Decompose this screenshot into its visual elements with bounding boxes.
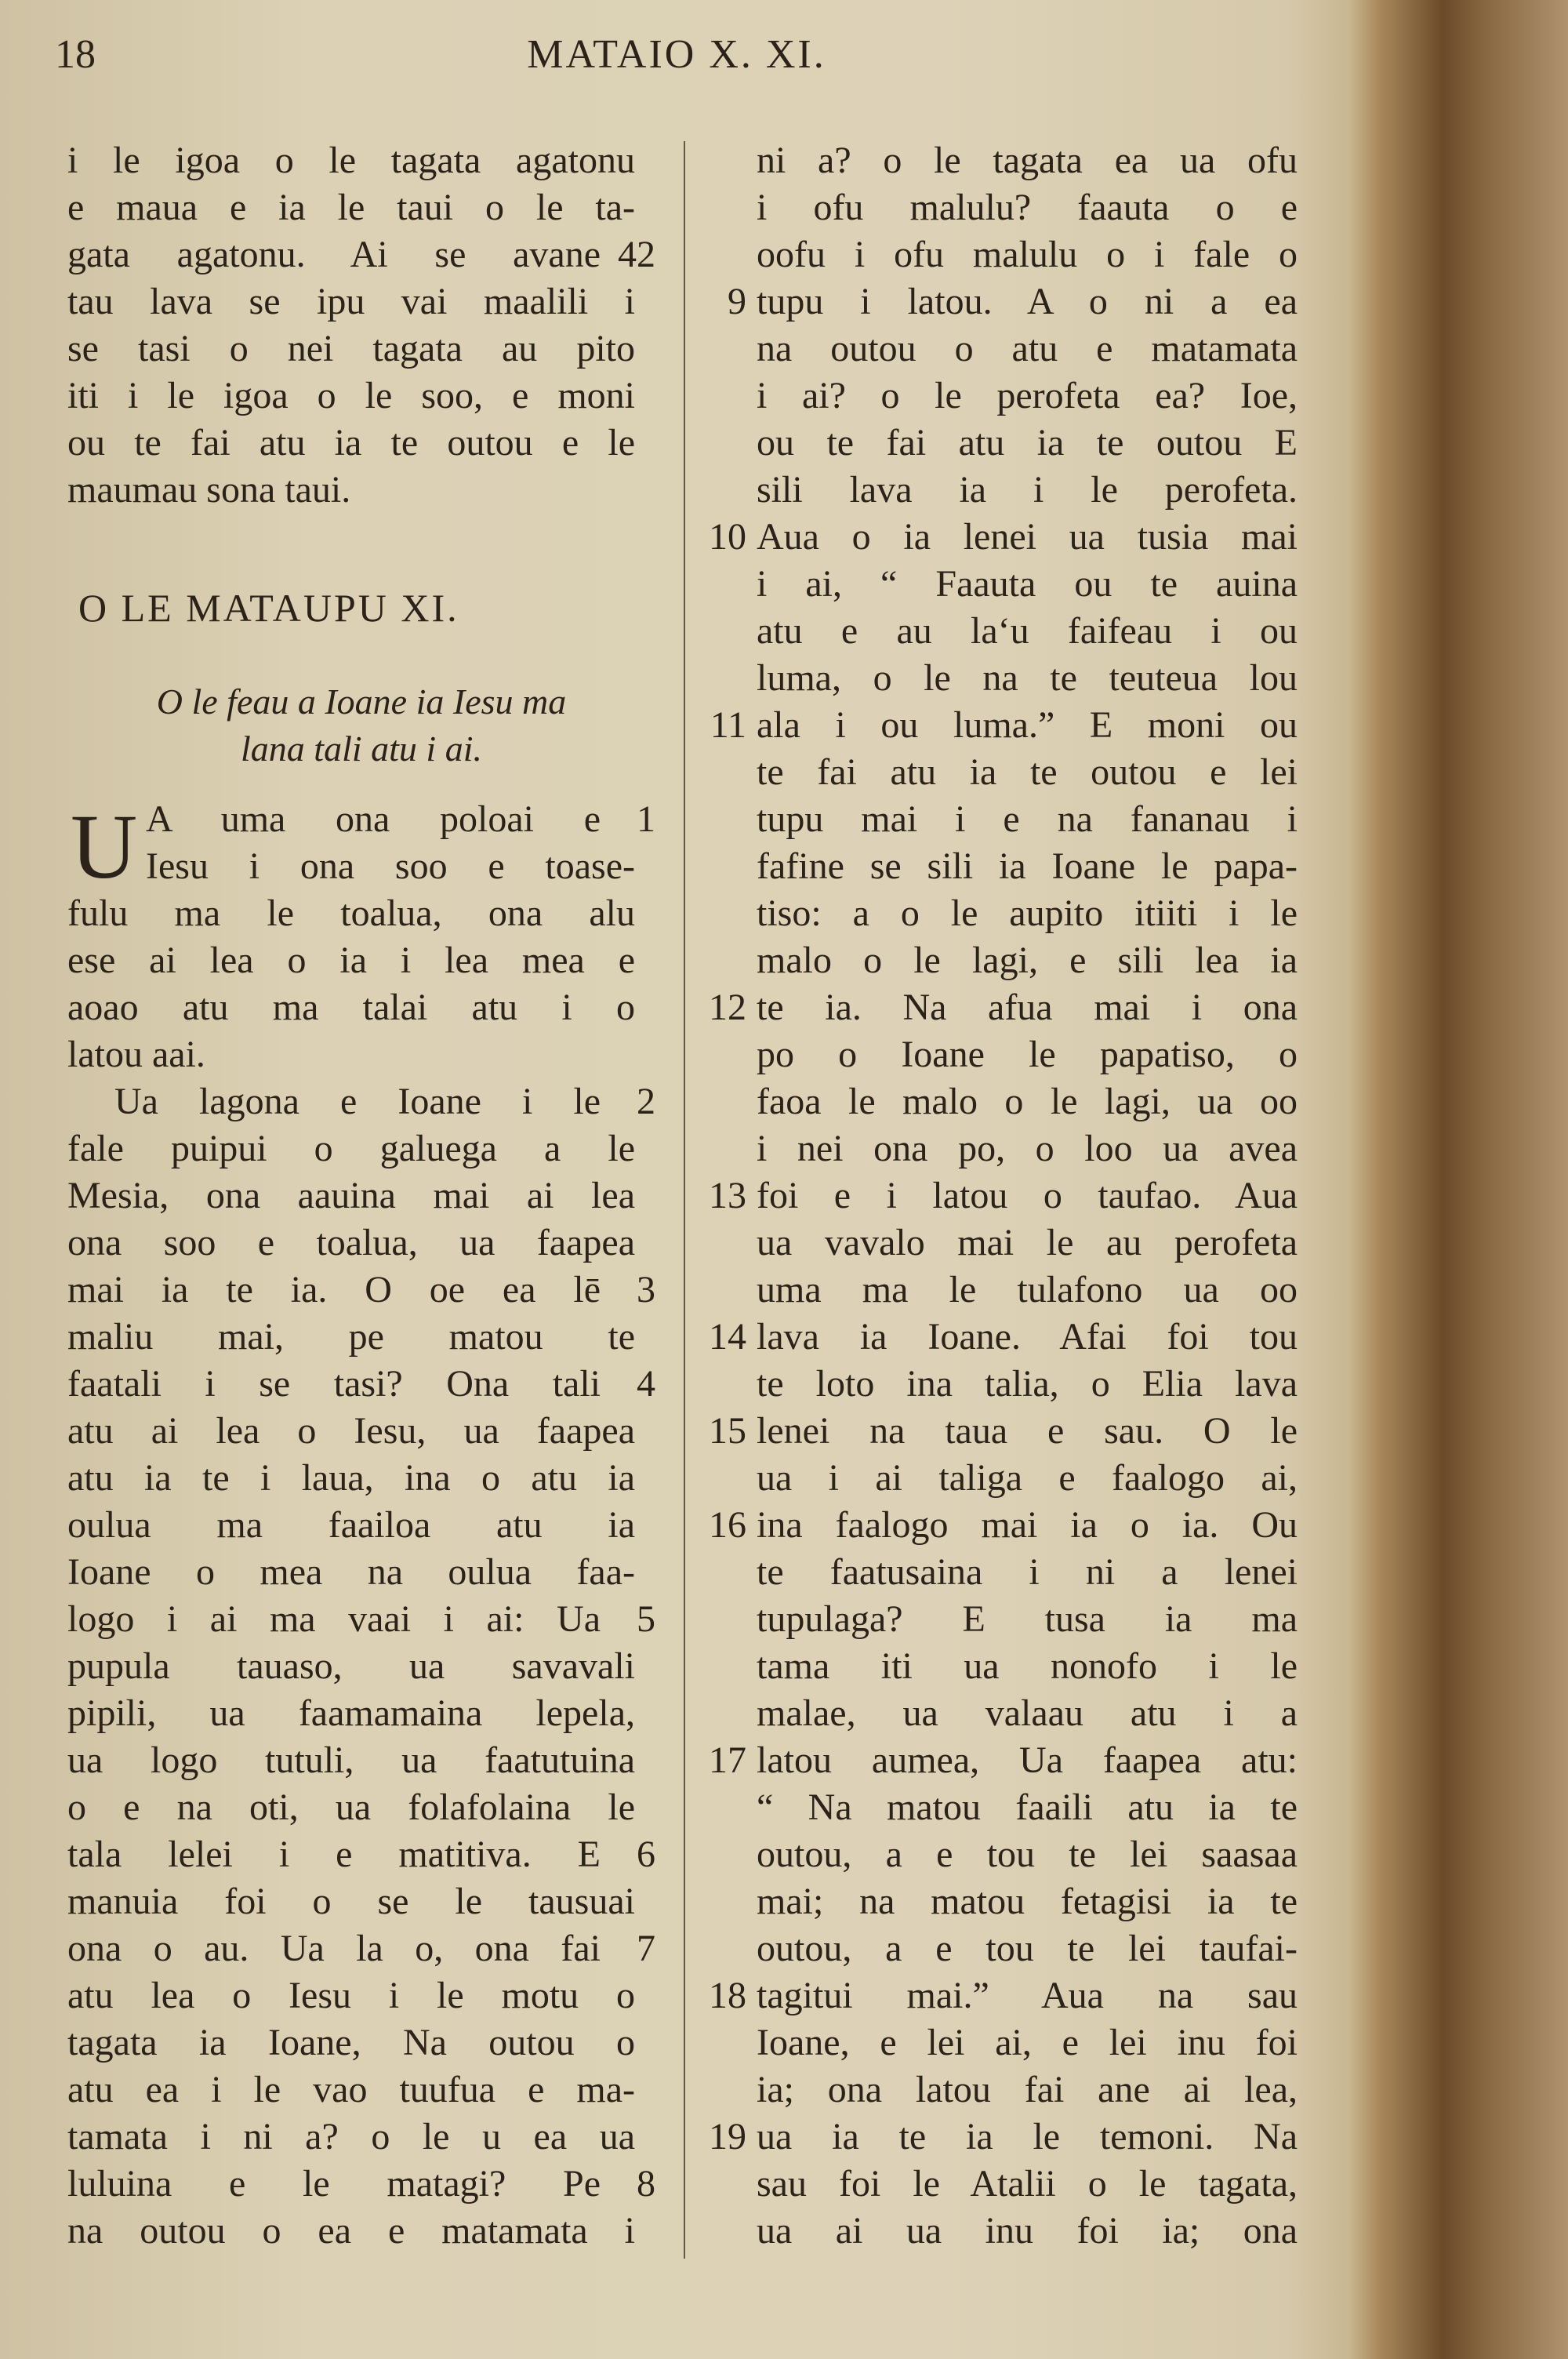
- text-line: [698, 2161, 1298, 2208]
- text-line: [698, 1172, 1298, 1219]
- verse-number: [698, 1831, 746, 1878]
- text-line: [67, 137, 655, 184]
- left-column: [67, 137, 655, 2255]
- line-text: malae, ua valaau atu i a: [757, 1692, 1298, 1734]
- text-line: [698, 1596, 1298, 1643]
- line-text: “ Na matou faaili atu ia te: [757, 1787, 1298, 1828]
- right-column: [698, 137, 1298, 2255]
- verse-number: [698, 1878, 746, 1925]
- line-text: sili lava ia i le perofeta.: [757, 469, 1298, 511]
- line-text: tagitui mai.” Aua na sau: [757, 1975, 1298, 2016]
- verse-number: 19: [709, 2116, 746, 2157]
- line-text: Ua lagona e Ioane i le: [114, 1081, 601, 1122]
- line-text: outou, a e tou te lei saasaa: [757, 1834, 1298, 1875]
- text-line: [698, 561, 1298, 608]
- verse-number: [698, 561, 746, 608]
- line-text: te loto ina talia, o Elia lava: [757, 1363, 1298, 1405]
- text-line: [67, 420, 655, 467]
- line-text: ala i ou luma.” E moni ou: [757, 704, 1298, 746]
- line-text: maumau sona taui.: [67, 469, 351, 511]
- verse-number: [698, 1031, 746, 1078]
- line-text: tala lelei i e matitiva. E: [67, 1834, 601, 1875]
- line-text: lenei na taua e sau. O le: [757, 1410, 1298, 1452]
- verse-number: 1: [637, 798, 655, 840]
- verse-number: [698, 2208, 746, 2255]
- verse-number: [698, 1596, 746, 1643]
- text-line: [698, 1408, 1298, 1455]
- verse-number: [698, 1078, 746, 1125]
- verse-number: [698, 325, 746, 373]
- text-line: [698, 796, 1298, 843]
- text-line: [67, 2066, 655, 2114]
- text-line: [698, 1031, 1298, 1078]
- text-line: [698, 937, 1298, 984]
- verse-number: 3: [637, 1269, 655, 1310]
- text-line: [67, 1502, 655, 1549]
- line-text: logo i ai ma vaai i ai: Ua: [67, 1598, 601, 1640]
- text-line: [698, 1925, 1298, 1972]
- line-text: iti i le igoa o le soo, e moni: [67, 375, 635, 416]
- drop-cap: U: [71, 795, 138, 898]
- line-text: i ai, “ Faauta ou te auina: [757, 563, 1298, 605]
- text-line: [67, 1408, 655, 1455]
- line-text: fale puipui o galuega a le: [67, 1128, 635, 1169]
- text-line: [67, 984, 655, 1031]
- line-text: atu lea o Iesu i le motu o: [67, 1975, 635, 2016]
- text-line: [698, 1549, 1298, 1596]
- text-line: [67, 1972, 655, 2019]
- line-text: oofu i ofu malulu o i fale o: [757, 234, 1298, 275]
- text-line: [67, 1125, 655, 1172]
- verse-number: [698, 1925, 746, 1972]
- chapter-summary-line: lana tali atu i ai.: [241, 729, 482, 769]
- line-text: sau foi le Atalii o le tagata,: [757, 2163, 1298, 2205]
- line-text: latou aumea, Ua faapea atu:: [757, 1739, 1298, 1781]
- verse-number: [698, 1690, 746, 1737]
- text-line: [698, 2066, 1298, 2114]
- line-text: tupu i latou. A o ni a ea: [757, 281, 1298, 322]
- line-text: ua vavalo mai le au perofeta: [757, 1222, 1298, 1263]
- line-text: po o Ioane le papatiso, o: [757, 1034, 1298, 1075]
- line-text: uma ma le tulafono ua oo: [757, 1269, 1298, 1310]
- text-line: [67, 231, 655, 278]
- text-line: [698, 1125, 1298, 1172]
- running-head: MATAIO X. XI.: [527, 32, 826, 77]
- text-line: [67, 1549, 655, 1596]
- verse-number: [698, 137, 746, 184]
- text-line: [698, 2208, 1298, 2255]
- text-line: [698, 984, 1298, 1031]
- text-line: [67, 1643, 655, 1690]
- text-line: [67, 1314, 655, 1361]
- text-line: [67, 843, 655, 890]
- verse-number: [698, 1784, 746, 1831]
- line-text: Mesia, ona aauina mai ai lea: [67, 1175, 635, 1216]
- text-line: [67, 1455, 655, 1502]
- text-line: [67, 1361, 655, 1408]
- line-text: aoao atu ma talai atu i o: [67, 987, 635, 1028]
- verse-number: [698, 1361, 746, 1408]
- text-line: [698, 1078, 1298, 1125]
- line-text: atu ia te i laua, ina o atu ia: [67, 1457, 635, 1499]
- line-text: ina faalogo mai ia o ia. Ou: [757, 1504, 1298, 1546]
- text-line: [698, 1690, 1298, 1737]
- text-line: [67, 937, 655, 984]
- verse-number: [698, 420, 746, 467]
- line-text: faatali i se tasi? Ona tali: [67, 1363, 601, 1405]
- line-text: tama iti ua nonofo i le: [757, 1645, 1298, 1687]
- line-text: latou aai.: [67, 1034, 205, 1075]
- chapter-body: [67, 796, 655, 2255]
- text-line: [67, 325, 655, 373]
- line-text: tamata i ni a? o le u ea ua: [67, 2116, 635, 2157]
- text-line: [698, 1737, 1298, 1784]
- text-line: [67, 796, 655, 843]
- verse-number: [698, 1125, 746, 1172]
- line-text: ia; ona latou fai ane ai lea,: [757, 2069, 1298, 2110]
- verse-number: [698, 373, 746, 420]
- text-line: [67, 1784, 655, 1831]
- line-text: tupu mai i e na fananau i: [757, 798, 1298, 840]
- column-divider: [684, 141, 685, 2259]
- line-text: pipili, ua faamamaina lepela,: [67, 1692, 635, 1734]
- text-line: [67, 278, 655, 325]
- line-text: maliu mai, pe matou te: [67, 1316, 635, 1358]
- text-line: [67, 184, 655, 231]
- text-line: [698, 514, 1298, 561]
- verse-number: [698, 231, 746, 278]
- text-line: [698, 420, 1298, 467]
- text-line: [67, 467, 655, 514]
- verse-number: 42: [618, 234, 655, 275]
- verse-number: 12: [709, 987, 746, 1028]
- verse-number: [698, 467, 746, 514]
- text-line: [698, 373, 1298, 420]
- text-line: [698, 1455, 1298, 1502]
- text-line: [67, 373, 655, 420]
- left-top-lines: [67, 137, 655, 514]
- verse-number: 16: [709, 1504, 746, 1546]
- text-line: [698, 1643, 1298, 1690]
- line-text: te fai atu ia te outou e lei: [757, 751, 1298, 793]
- text-line: [698, 137, 1298, 184]
- line-text: atu e au la‘u faifeau i ou: [757, 610, 1298, 652]
- line-text: o e na oti, ua folafolaina le: [67, 1787, 635, 1828]
- line-text: se tasi o nei tagata au pito: [67, 328, 635, 369]
- line-text: Ioane, e lei ai, e lei inu foi: [757, 2022, 1298, 2063]
- verse-number: [698, 796, 746, 843]
- text-line: [698, 702, 1298, 749]
- verse-number: [698, 1455, 746, 1502]
- line-text: luluina e le matagi? Pe: [67, 2163, 601, 2205]
- text-line: [698, 655, 1298, 702]
- text-line: [698, 1219, 1298, 1267]
- verse-number: [698, 184, 746, 231]
- text-line: [698, 1267, 1298, 1314]
- line-text: faoa le malo o le lagi, ua oo: [757, 1081, 1298, 1122]
- line-text: ou te fai atu ia te outou E: [757, 422, 1298, 463]
- left-body-lines: [67, 796, 655, 2255]
- line-text: ese ai lea o ia i lea mea e: [67, 940, 635, 981]
- text-line: [698, 1502, 1298, 1549]
- text-line: [67, 2019, 655, 2066]
- text-line: [698, 1831, 1298, 1878]
- text-line: [67, 1219, 655, 1267]
- line-text: i le igoa o le tagata agatonu: [67, 140, 635, 181]
- line-text: atu ea i le vao tuufua e ma-: [67, 2069, 635, 2110]
- line-text: ua logo tutuli, ua faatutuina: [67, 1739, 635, 1781]
- text-line: [67, 1172, 655, 1219]
- text-line: [698, 184, 1298, 231]
- line-text: Iesu i ona soo e toase-: [146, 845, 635, 887]
- verse-number: [698, 749, 746, 796]
- verse-number: [698, 608, 746, 655]
- line-text: Ioane o mea na oulua faa-: [67, 1551, 635, 1593]
- line-text: oulua ma faailoa atu ia: [67, 1504, 635, 1546]
- text-line: [698, 1784, 1298, 1831]
- verse-number: 2: [637, 1081, 655, 1122]
- verse-number: [698, 1549, 746, 1596]
- verse-number: [698, 2019, 746, 2066]
- line-text: Aua o ia lenei ua tusia mai: [757, 516, 1298, 558]
- page-header: [0, 31, 1348, 86]
- line-text: te faatusaina i ni a lenei: [757, 1551, 1298, 1593]
- line-text: ua ia te ia le temoni. Na: [757, 2116, 1298, 2157]
- text-line: [698, 608, 1298, 655]
- text-line: [67, 1596, 655, 1643]
- verse-number: 6: [637, 1834, 655, 1875]
- verse-number: 4: [637, 1363, 655, 1405]
- text-line: [698, 2019, 1298, 2066]
- text-line: [67, 2161, 655, 2208]
- verse-number: [698, 1219, 746, 1267]
- line-text: tiso: a o le aupito itiiti i le: [757, 892, 1298, 934]
- text-line: [67, 2208, 655, 2255]
- verse-number: 11: [710, 704, 746, 746]
- verse-number: 5: [637, 1598, 655, 1640]
- line-text: ou te fai atu ia te outou e le: [67, 422, 635, 463]
- line-text: luma, o le na te teuteua lou: [757, 657, 1298, 699]
- text-line: [67, 1031, 655, 1078]
- text-line: [67, 1925, 655, 1972]
- text-line: [698, 2114, 1298, 2161]
- text-line: [698, 467, 1298, 514]
- line-text: foi e i latou o taufao. Aua: [757, 1175, 1298, 1216]
- text-line: [67, 1737, 655, 1784]
- right-lines: [698, 137, 1298, 2255]
- line-text: tau lava se ipu vai maalili i: [67, 281, 635, 322]
- text-line: [67, 1690, 655, 1737]
- verse-number: 14: [709, 1316, 746, 1358]
- text-line: [698, 1314, 1298, 1361]
- verse-number: 18: [709, 1975, 746, 2016]
- line-text: atu ai lea o Iesu, ua faapea: [67, 1410, 635, 1452]
- text-line: [67, 1878, 655, 1925]
- verse-number: 13: [709, 1175, 746, 1216]
- line-text: i nei ona po, o loo ua avea: [757, 1128, 1298, 1169]
- line-text: fafine se sili ia Ioane le papa-: [757, 845, 1298, 887]
- chapter-heading: O LE MATAUPU XI.: [78, 586, 459, 630]
- verse-number: 9: [728, 281, 746, 322]
- text-line: [67, 1831, 655, 1878]
- line-text: mai ia te ia. O oe ea lē: [67, 1269, 601, 1310]
- text-line: [698, 749, 1298, 796]
- verse-number: [698, 2066, 746, 2114]
- line-text: e maua e ia le taui o le ta-: [67, 187, 635, 228]
- line-text: i ofu malulu? faauta o e: [757, 187, 1298, 228]
- line-text: ona soo e toalua, ua faapea: [67, 1222, 635, 1263]
- verse-number: [698, 655, 746, 702]
- line-text: lava ia Ioane. Afai foi tou: [757, 1316, 1298, 1358]
- verse-number: 15: [709, 1410, 746, 1452]
- verse-number: [698, 890, 746, 937]
- line-text: fulu ma le toalua, ona alu: [67, 892, 635, 934]
- text-line: [67, 1078, 655, 1125]
- line-text: A uma ona poloai e: [146, 798, 601, 840]
- line-text: manuia foi o se le tausuai: [67, 1881, 635, 1922]
- line-text: na outou o atu e matamata: [757, 328, 1298, 369]
- chapter-summary-line: O le feau a Ioane ia Iesu ma: [156, 682, 567, 722]
- line-text: ua i ai taliga e faalogo ai,: [757, 1457, 1298, 1499]
- text-line: [698, 890, 1298, 937]
- text-line: [698, 1878, 1298, 1925]
- text-line: [67, 1267, 655, 1314]
- text-line: [67, 2114, 655, 2161]
- line-text: outou, a e tou te lei taufai-: [757, 1928, 1298, 1969]
- verse-number: [698, 1643, 746, 1690]
- text-line: [67, 890, 655, 937]
- verse-number: [698, 843, 746, 890]
- text-line: [698, 1361, 1298, 1408]
- page-number: 18: [55, 32, 96, 77]
- line-text: tagata ia Ioane, Na outou o: [67, 2022, 635, 2063]
- verse-number: 17: [709, 1739, 746, 1781]
- text-line: [698, 231, 1298, 278]
- verse-number: 8: [637, 2163, 655, 2205]
- line-text: gata agatonu. Ai se avane: [67, 234, 601, 275]
- line-text: ni a? o le tagata ea ua ofu: [757, 140, 1298, 181]
- verse-number: 7: [637, 1928, 655, 1969]
- line-text: te ia. Na afua mai i ona: [757, 987, 1298, 1028]
- text-line: [698, 1972, 1298, 2019]
- text-line: [698, 843, 1298, 890]
- verse-number: [698, 1267, 746, 1314]
- line-text: mai; na matou fetagisi ia te: [757, 1881, 1298, 1922]
- verse-number: [698, 2161, 746, 2208]
- line-text: pupula tauaso, ua savavali: [67, 1645, 635, 1687]
- line-text: ona o au. Ua la o, ona fai: [67, 1928, 601, 1969]
- line-text: malo o le lagi, e sili lea ia: [757, 940, 1298, 981]
- line-text: ua ai ua inu foi ia; ona: [757, 2210, 1298, 2252]
- line-text: i ai? o le perofeta ea? Ioe,: [757, 375, 1298, 416]
- text-line: [698, 325, 1298, 373]
- verse-number: [698, 937, 746, 984]
- verse-number: 10: [709, 516, 746, 558]
- line-text: na outou o ea e matamata i: [67, 2210, 635, 2252]
- text-line: [698, 278, 1298, 325]
- line-text: tupulaga? E tusa ia ma: [757, 1598, 1298, 1640]
